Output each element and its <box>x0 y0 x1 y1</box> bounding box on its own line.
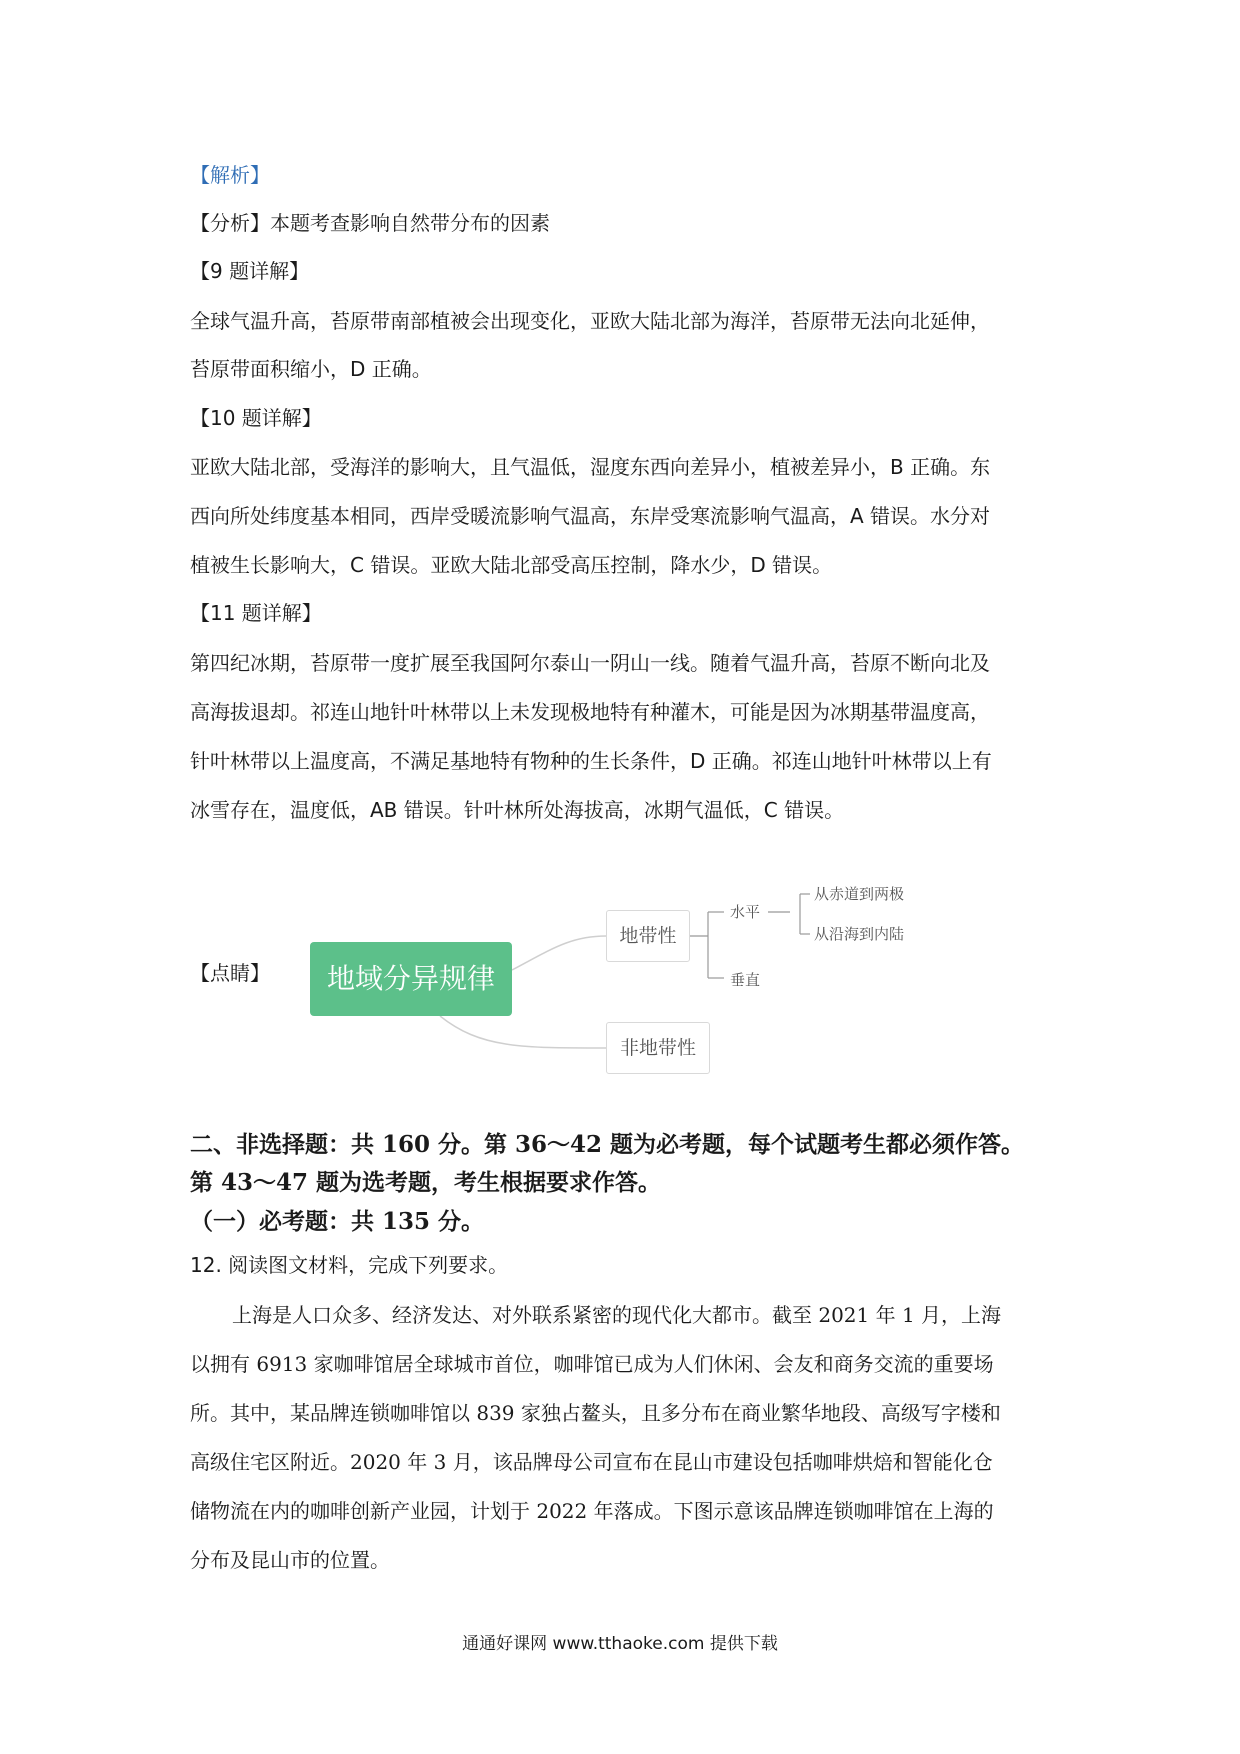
node-equator-to-poles: 从赤道到两极 <box>814 885 905 903</box>
q11-line-1: 第四纪冰期，苔原带一度扩展至我国阿尔泰山一阴山一线。随着气温升高，苔原不断向北及 <box>190 651 990 675</box>
q12-paragraph-line-5: 储物流在内的咖啡创新产业园，计划于 2022 年落成。下图示意该品牌连锁咖啡馆在上海的 <box>190 1499 994 1523</box>
mind-map <box>190 870 950 1090</box>
page-footer: 通通好课网 www.tthaoke.com 提供下载 <box>462 1634 778 1654</box>
q11-line-2: 高海拔退却。祁连山地针叶林带以上未发现极地特有种灌木，可能是因为冰期基带温度高， <box>190 700 990 724</box>
q10-heading: 【10 题详解】 <box>190 406 322 430</box>
q12-paragraph-line-6: 分布及昆山市的位置。 <box>190 1548 390 1572</box>
q12-paragraph-line-4: 高级住宅区附近。2020 年 3 月，该品牌母公司宣布在昆山市建设包括咖啡烘焙和智能化仓 <box>190 1450 993 1474</box>
analysis-heading: 【解析】 <box>190 163 270 187</box>
q9-line-1: 全球气温升高，苔原带南部植被会出现变化，亚欧大陆北部为海洋，苔原带无法向北延伸， <box>190 309 990 333</box>
q11-line-4: 冰雪存在，温度低，AB 错误。针叶林所处海拔高，冰期气温低，C 错误。 <box>190 798 845 822</box>
q11-heading: 【11 题详解】 <box>190 601 322 625</box>
q12-paragraph-line-3: 所。其中，某品牌连锁咖啡馆以 839 家独占鳌头，且多分布在商业繁华地段、高级写字楼和 <box>190 1401 1001 1425</box>
node-coast-to-inland: 从沿海到内陆 <box>814 925 905 943</box>
q12-paragraph-line-2: 以拥有 6913 家咖啡馆居全球城市首位，咖啡馆已成为人们休闲、会友和商务交流的重要场 <box>190 1352 994 1376</box>
section2-title-line-1: 二、非选择题：共 160 分。第 36～42 题为必考题，每个试题考生都必须作答。 <box>190 1131 1025 1158</box>
q9-heading: 【9 题详解】 <box>190 259 310 283</box>
analysis-fenxi: 【分析】本题考查影响自然带分布的因素 <box>190 211 550 235</box>
q12-paragraph-line-1: 上海是人口众多、经济发达、对外联系紧密的现代化大都市。截至 2021 年 1 月，上海 <box>232 1303 1002 1327</box>
node-zonal: 地带性 <box>606 910 690 962</box>
section2-title-line-2: 第 43～47 题为选考题，考生根据要求作答。 <box>190 1169 662 1196</box>
q10-line-3: 植被生长影响大，C 错误。亚欧大陆北部受高压控制，降水少，D 错误。 <box>190 553 833 577</box>
q11-line-3: 针叶林带以上温度高，不满足基地特有物种的生长条件，D 正确。祁连山地针叶林带以上有 <box>190 749 992 773</box>
node-vertical: 垂直 <box>730 971 761 989</box>
q10-line-1: 亚欧大陆北部，受海洋的影响大，且气温低，湿度东西向差异小，植被差异小，B 正确。东 <box>190 455 991 479</box>
q12-prompt: 12. 阅读图文材料，完成下列要求。 <box>190 1253 509 1277</box>
node-horizontal: 水平 <box>730 903 761 921</box>
dianjing-label: 【点睛】 <box>190 961 270 985</box>
q10-line-2: 西向所处纬度基本相同，西岸受暖流影响气温高，东岸受寒流影响气温高，A 错误。水分对 <box>190 504 991 528</box>
section2-subtitle: （一）必考题：共 135 分。 <box>190 1208 485 1235</box>
mind-map-root-node: 地域分异规律 <box>310 942 512 1016</box>
q9-line-2: 苔原带面积缩小，D 正确。 <box>190 357 432 381</box>
node-nonzonal: 非地带性 <box>606 1022 710 1074</box>
